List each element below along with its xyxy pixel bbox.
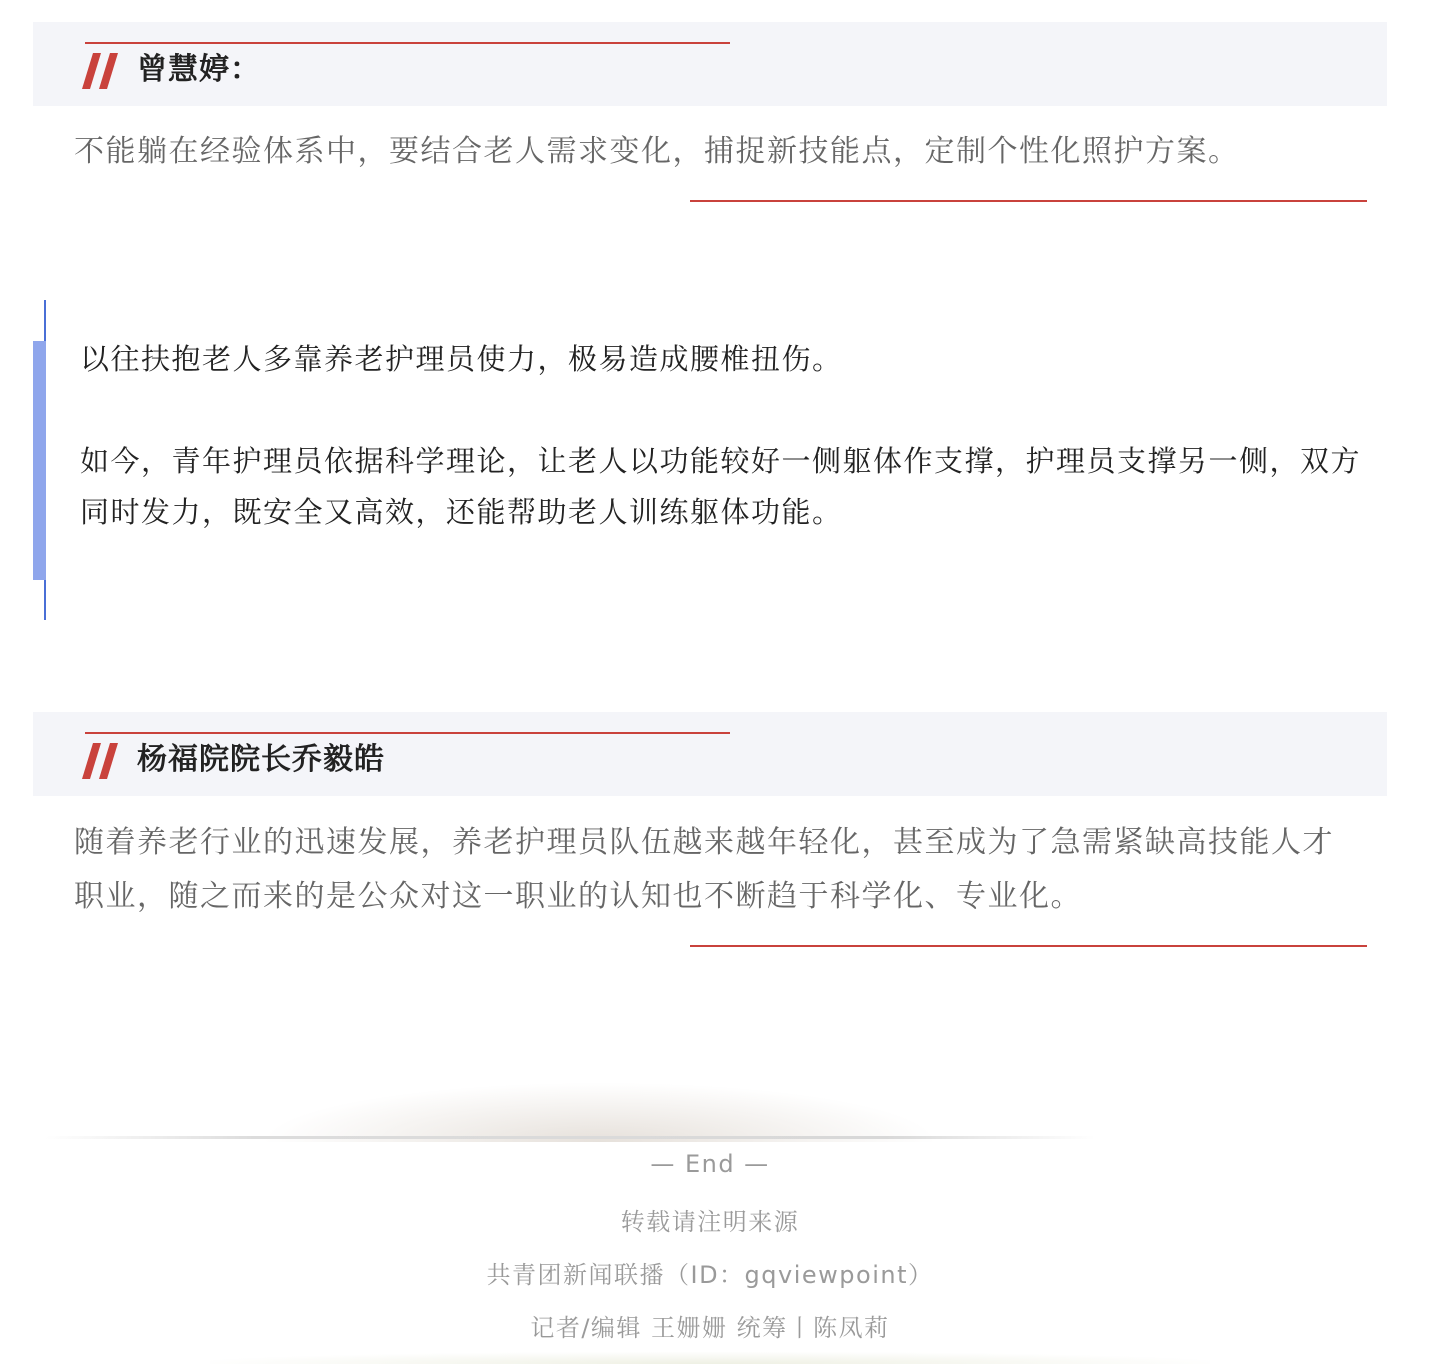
- double-slash-icon: [81, 52, 121, 90]
- side-accent-bar: [33, 341, 46, 580]
- block-paragraph: 如今，青年护理员依据科学理论，让老人以功能较好一侧躯体作支撑，护理员支撑另一侧，双方同时发力，既安全又高效，还能帮助老人训练躯体功能。: [80, 444, 1362, 529]
- header-top-rule: [85, 732, 730, 734]
- quote-text: 不能躺在经验体系中，要结合老人需求变化，捕捉新技能点，定制个性化照护方案。: [74, 134, 1240, 169]
- footer-glow: [260, 1082, 940, 1142]
- credits-line: 记者/编辑 王姗姗 统筹丨陈凤莉: [530, 1314, 890, 1342]
- quote-text: 随着养老行业的迅速发展，养老护理员队伍越来越年轻化，甚至成为了急需紧缺高技能人才职业，随之而来的是公众对这一职业的认知也不断趋于科学化、专业化。: [74, 825, 1334, 914]
- double-slash-icon: [81, 742, 121, 780]
- highlight-block: [33, 300, 1387, 620]
- speaker-name: 杨福院院长乔毅皓: [137, 742, 385, 777]
- footer-divider: [45, 1136, 1095, 1139]
- header-top-rule: [85, 42, 730, 44]
- quote-header-1: [33, 22, 1387, 106]
- bottom-glow: [210, 1352, 1210, 1364]
- reprint-notice: 转载请注明来源: [620, 1208, 800, 1236]
- quote-underline: [690, 200, 1367, 202]
- end-marker: — End —: [650, 1150, 770, 1178]
- quote-underline: [690, 945, 1367, 947]
- block-paragraph: 以往扶抱老人多靠养老护理员使力，极易造成腰椎扭伤。: [80, 342, 843, 376]
- speaker-name: 曾慧婷：: [137, 52, 261, 87]
- quote-header-2: [33, 712, 1387, 796]
- source-line: 共青团新闻联播（ID：gqviewpoint）: [486, 1261, 934, 1289]
